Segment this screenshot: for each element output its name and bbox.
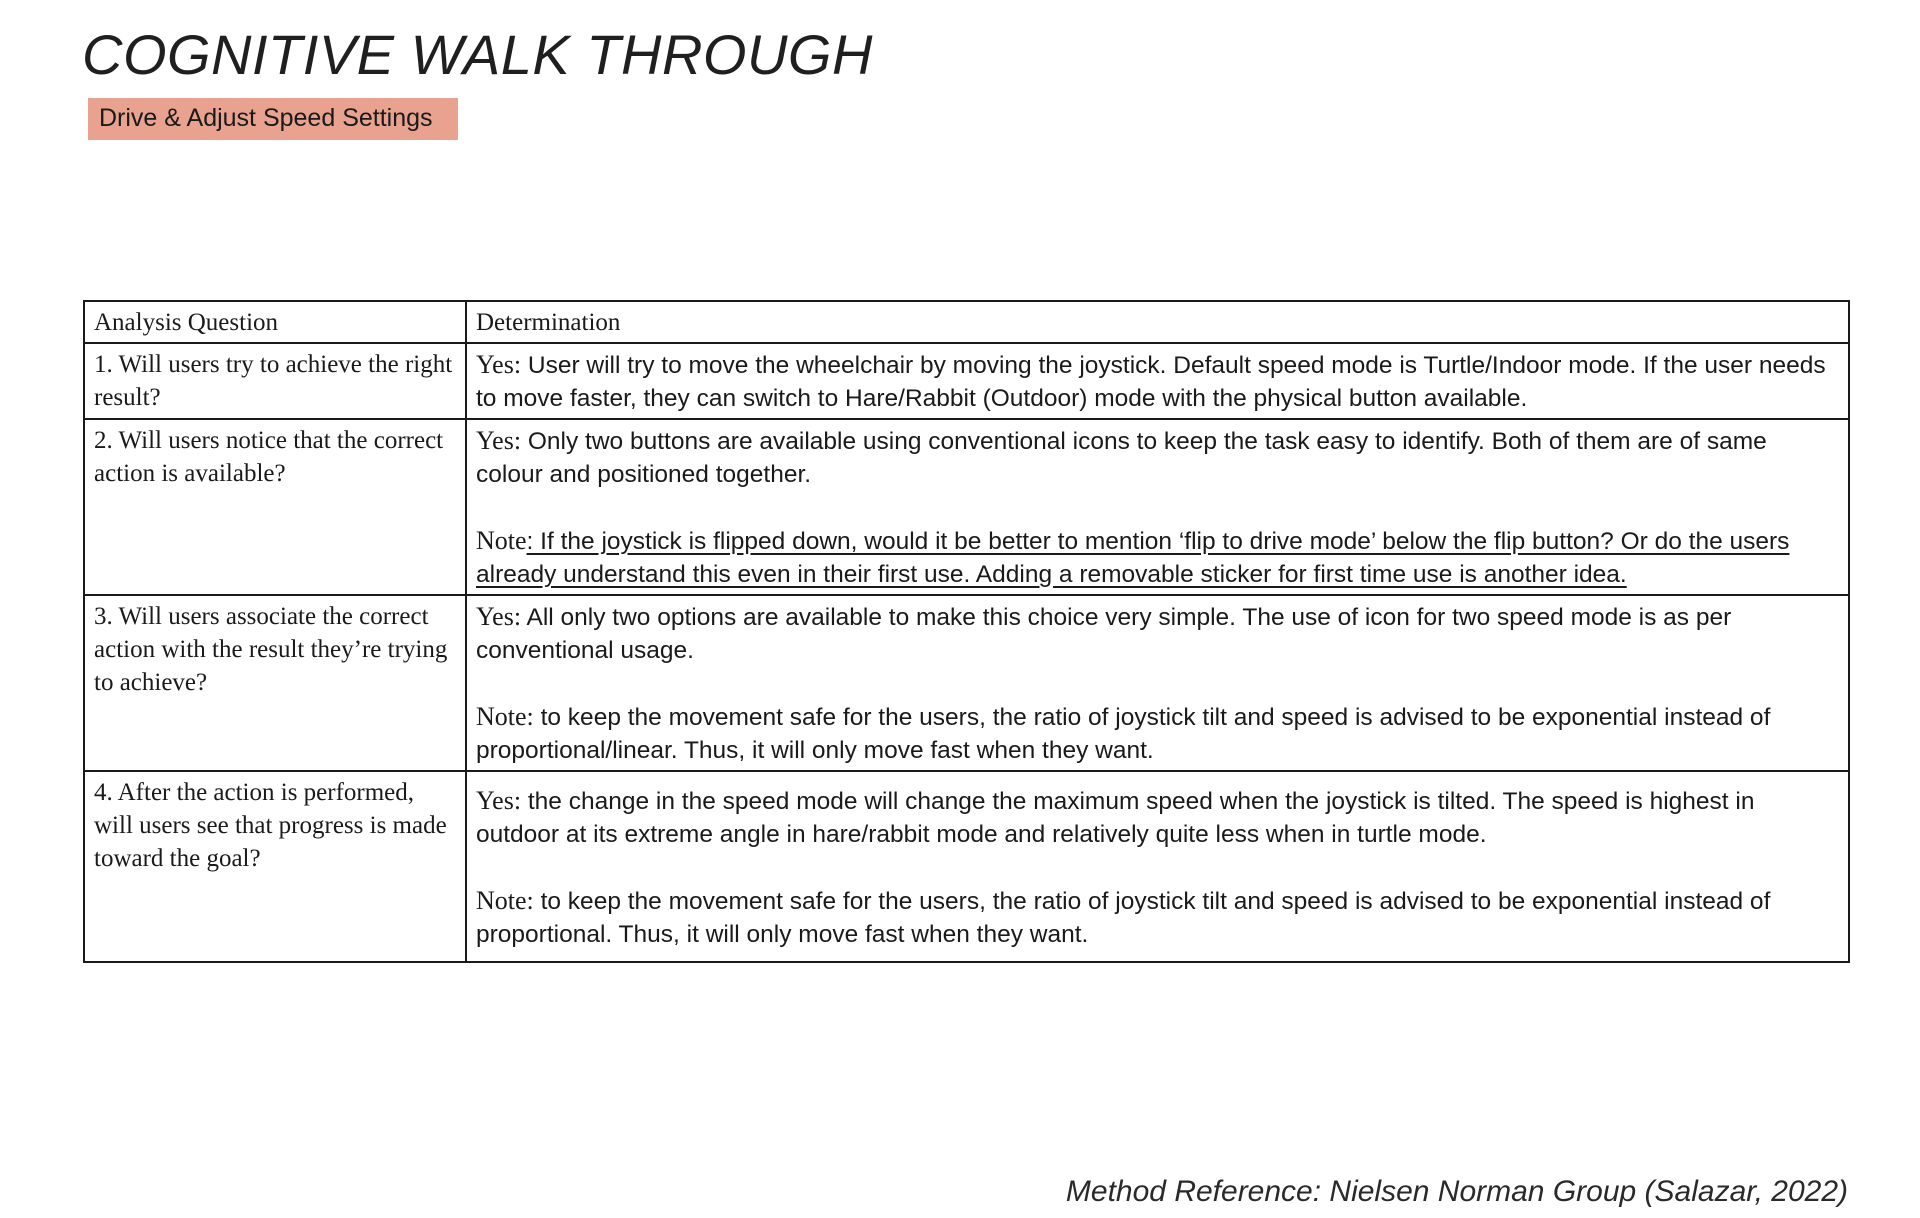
question-cell: 3. Will users associate the correct action with the result they’re trying to achieve?	[84, 595, 466, 771]
determination-cell	[466, 595, 1849, 771]
answer-label: Yes:	[476, 786, 522, 815]
answer-text: User will try to move the wheelchair by moving the joystick. Default speed mode is Turtle/Indoor mode. If the user needs to move faster, they can switch to Hare/Rabbit (Outdoor) mode with the physical button available.	[476, 352, 1826, 412]
answer-label: Yes:	[476, 602, 522, 631]
note-label: Note:	[476, 886, 534, 915]
answer-text: Only two buttons are available using conventional icons to keep the task easy to identify. Both of them are of same colour and positioned together.	[476, 428, 1767, 488]
determination-cell	[466, 771, 1849, 962]
note-label: Note	[476, 526, 527, 555]
answer-label: Yes:	[476, 426, 522, 455]
answer-label: Yes:	[476, 350, 522, 379]
table-row	[84, 343, 1849, 419]
header-analysis-question: Analysis Question	[84, 301, 466, 343]
page-title: COGNITIVE WALK THROUGH	[82, 23, 873, 86]
note-text: : If the joystick is flipped down, would it be better to mention ‘flip to drive mode’ below the flip button? Or do the users already understand this even in their first use. Adding a removable sticker for first time use is another idea.	[476, 528, 1790, 588]
table-row	[84, 419, 1849, 595]
note-label: Note:	[476, 702, 534, 731]
method-reference: Method Reference: Nielsen Norman Group (Salazar, 2022)	[1065, 1175, 1848, 1208]
walkthrough-table	[83, 300, 1850, 963]
question-cell: 4. After the action is performed, will users see that progress is made toward the goal?	[84, 771, 466, 962]
task-tag: Drive & Adjust Speed Settings	[88, 98, 458, 140]
answer-text: the change in the speed mode will change the maximum speed when the joystick is tilted. The speed is highest in outdoor at its extreme angle in hare/rabbit mode and relatively quite less when in turtle mode.	[476, 788, 1755, 848]
determination-cell	[466, 343, 1849, 419]
answer-text: All only two options are available to make this choice very simple. The use of icon for two speed mode is as per conventional usage.	[476, 604, 1732, 664]
note-text: to keep the movement safe for the users, the ratio of joystick tilt and speed is advised to be exponential instead of proportional. Thus, it will only move fast when they want.	[476, 888, 1771, 948]
table-header-row	[84, 301, 1849, 343]
header-determination: Determination	[466, 301, 1849, 343]
table-row	[84, 771, 1849, 962]
table-row	[84, 595, 1849, 771]
determination-cell	[466, 419, 1849, 595]
note-text: to keep the movement safe for the users, the ratio of joystick tilt and speed is advised to be exponential instead of proportional/linear. Thus, it will only move fast when they want.	[476, 704, 1771, 764]
question-cell: 2. Will users notice that the correct action is available?	[84, 419, 466, 595]
question-cell: 1. Will users try to achieve the right result?	[84, 343, 466, 419]
